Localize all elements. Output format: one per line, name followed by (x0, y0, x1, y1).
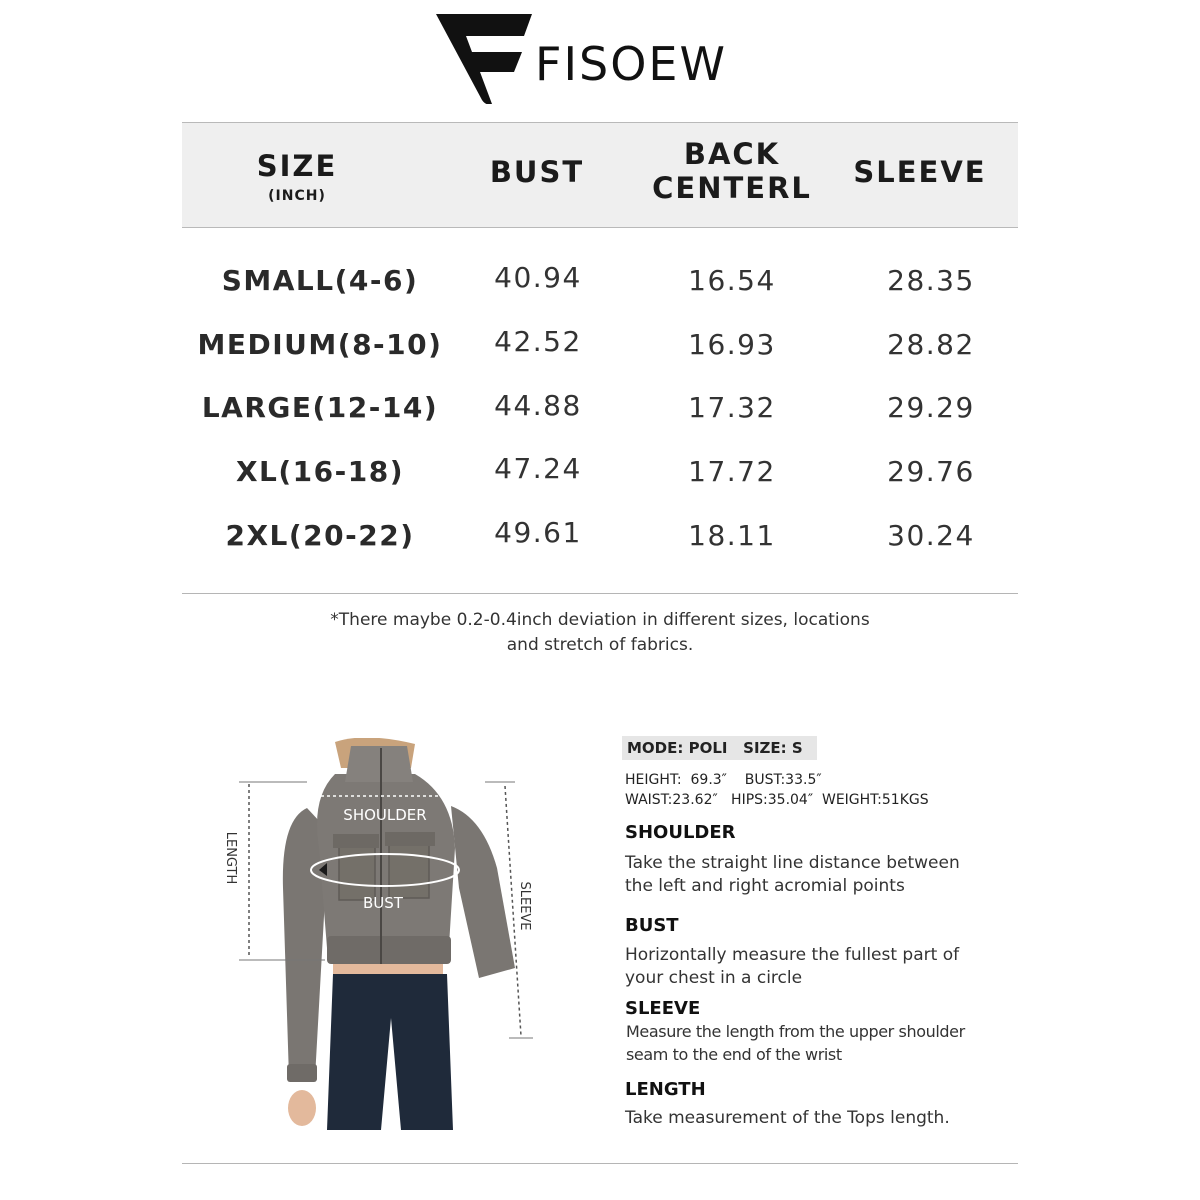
row-size: MEDIUM(8-10) (197, 328, 443, 361)
row-bust: 47.24 (494, 452, 582, 485)
row-sleeve: 29.76 (887, 455, 975, 488)
row-back: 16.93 (688, 328, 776, 361)
diagram-length-label: LENGTH (223, 831, 238, 885)
row-back: 18.11 (688, 519, 776, 552)
brand-name: FISOEW (535, 37, 727, 91)
row-sleeve: 28.82 (887, 328, 975, 361)
model-measure-line2: WAIST:23.62″ HIPS:35.04″ WEIGHT:51KGS (625, 792, 929, 808)
section-length-text (625, 1107, 1005, 1130)
header-size-unit: (INCH) (268, 188, 326, 204)
diagram-shoulder-label: SHOULDER (343, 806, 427, 824)
section-shoulder-line1: Take the straight line distance between (625, 853, 960, 873)
diagram-bust-label: BUST (363, 894, 403, 912)
row-bust: 49.61 (494, 516, 582, 549)
row-back: 16.54 (688, 264, 776, 297)
row-sleeve: 29.29 (887, 391, 975, 424)
note-line1: *There maybe 0.2-0.4inch deviation in different sizes, locations (330, 610, 870, 630)
header-size-label: SIZE (256, 149, 338, 183)
model-size-badge: MODE: POLI SIZE: S (622, 736, 817, 760)
section-length-line1: Take measurement of the Tops length. (625, 1108, 950, 1128)
page-bottom-divider (182, 1163, 1018, 1164)
row-sleeve: 28.35 (887, 264, 975, 297)
deviation-note (182, 608, 1018, 658)
header-size (217, 149, 377, 205)
fisoew-f-logo-icon (436, 14, 532, 104)
section-bust-title: BUST (625, 915, 679, 936)
section-shoulder-text (625, 852, 985, 898)
header-bust: BUST (489, 155, 585, 189)
row-back: 17.72 (688, 455, 776, 488)
section-bust-text (625, 944, 985, 990)
table-bottom-divider (182, 593, 1018, 594)
section-bust-line2: your chest in a circle (625, 968, 803, 988)
diagram-sleeve-label: SLEEVE (517, 881, 532, 931)
row-bust: 44.88 (494, 389, 582, 422)
size-table-header (182, 122, 1018, 228)
row-size: LARGE(12-14) (201, 391, 439, 424)
header-back-line2: CENTERL (652, 171, 812, 205)
header-sleeve: SLEEVE (853, 155, 987, 189)
section-length-title: LENGTH (625, 1079, 706, 1100)
section-bust-line1: Horizontally measure the fullest part of (625, 945, 960, 965)
row-bust: 40.94 (494, 261, 582, 294)
row-size: 2XL(20-22) (225, 519, 415, 552)
section-sleeve-title: SLEEVE (625, 998, 701, 1019)
note-line2: and stretch of fabrics. (506, 635, 694, 655)
header-back-line1: BACK (683, 137, 781, 171)
row-back: 17.32 (688, 391, 776, 424)
model-measure-line1: HEIGHT: 69.3″ BUST:33.5″ (625, 772, 822, 788)
row-sleeve: 30.24 (887, 519, 975, 552)
section-shoulder-title: SHOULDER (625, 822, 736, 843)
section-sleeve-line2: seam to the end of the wrist (626, 1045, 842, 1064)
jacket-measurement-diagram (215, 738, 555, 1130)
section-sleeve-line1: Measure the length from the upper shoulder (626, 1022, 965, 1041)
row-size: SMALL(4-6) (221, 264, 419, 297)
row-size: XL(16-18) (235, 455, 405, 488)
header-back-centerl (642, 137, 822, 205)
section-sleeve-text (626, 1020, 998, 1066)
section-shoulder-line2: the left and right acromial points (625, 876, 905, 896)
row-bust: 42.52 (494, 325, 582, 358)
